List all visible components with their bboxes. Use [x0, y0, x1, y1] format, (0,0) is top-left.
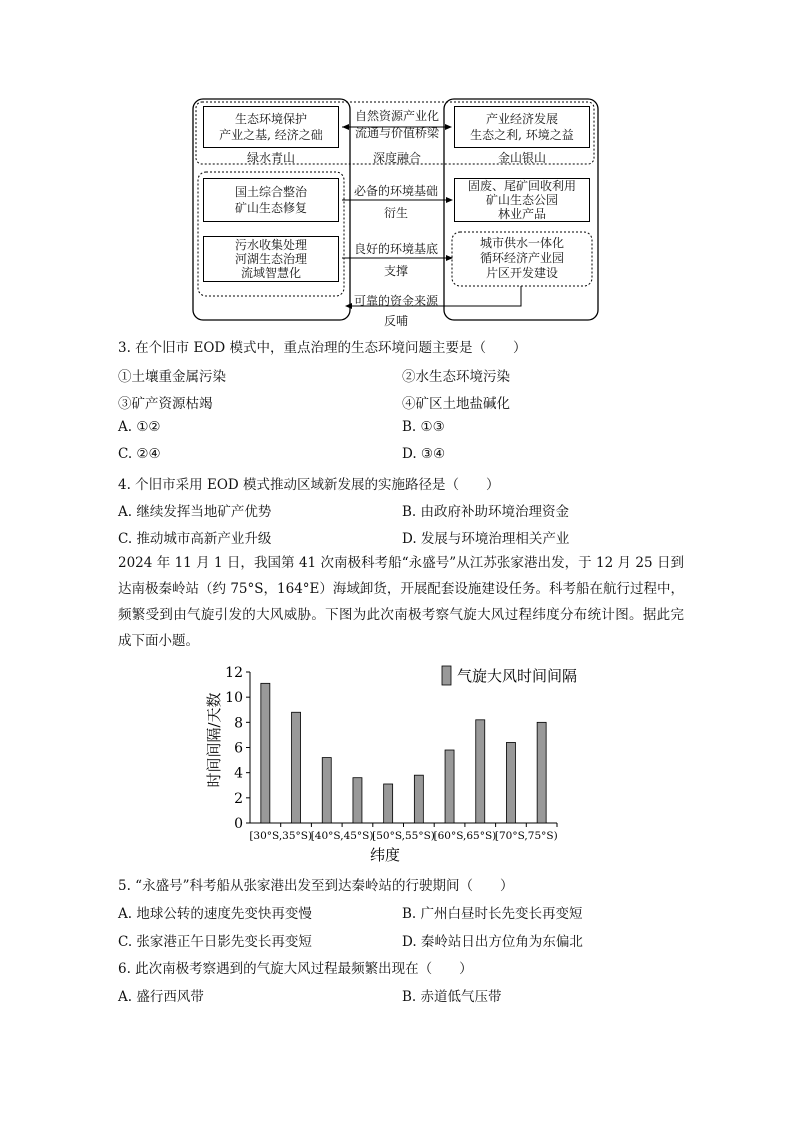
y-tick-label: 8 [234, 715, 243, 732]
question-6-stem: 6. 此次南极考察遇到的气旋大风过程最频繁出现在（ ） [118, 961, 473, 977]
q4-option-c[interactable]: C. 推动城市高新产业升级 [118, 531, 272, 547]
bar [353, 778, 362, 823]
resource-bridge-text [350, 108, 444, 142]
q4-option-a[interactable]: A. 继续发挥当地矿产优势 [118, 504, 272, 520]
funding-source-text: 可靠的资金来源 [353, 294, 438, 308]
q3-option-d[interactable]: D. ③④ [402, 446, 446, 462]
y-axis-label: 时间间隔/天数 [205, 692, 223, 788]
box-line: 林业产品 [497, 207, 546, 221]
eco-protection-box [203, 106, 339, 148]
bar [384, 784, 393, 823]
cyclone-wind-chart [195, 660, 605, 870]
env-base-text: 良好的环境基底 [353, 242, 438, 256]
question-4-stem: 4. 个旧市采用 EOD 模式推动区域新发展的实施路径是（ ） [118, 477, 500, 493]
bar [414, 775, 423, 823]
deep-integration-caption: 深度融合 [372, 151, 421, 165]
bar [476, 720, 485, 823]
y-tick-label: 10 [225, 690, 243, 707]
waste-recycling-box [454, 178, 590, 222]
q5-option-a[interactable]: A. 地球公转的速度先变快再变慢 [118, 906, 312, 922]
x-axis-label: 纬度 [369, 846, 401, 864]
q3-item-4: ④矿区土地盐碱化 [402, 396, 510, 412]
q4-option-d[interactable]: D. 发展与环境治理相关产业 [402, 531, 570, 547]
q3-option-b[interactable]: B. ①③ [402, 419, 445, 435]
gold-mountains-caption: 金山银山 [497, 151, 546, 165]
box-line: 固废、尾矿回收利用 [467, 179, 576, 193]
x-tick-label: [60°S,65°S) [433, 830, 497, 842]
y-tick-label: 2 [234, 790, 243, 807]
green-mountains-caption: 绿水青山 [246, 151, 295, 165]
y-tick-label: 4 [234, 765, 243, 782]
box-line: 污水收集处理 [234, 238, 307, 252]
env-basis-text: 必备的环境基础 [353, 184, 438, 198]
derive-text: 衍生 [383, 206, 408, 220]
support-text: 支撑 [383, 264, 408, 278]
passage-text: 2024 年 11 月 1 日，我国第 41 次南极科考船“永盛号”从江苏张家港出发，于 12 月 25 日到达南极秦岭站（约 75°S，164°E）海域卸货，开展配套设施建设任务。科考船在航行过程中，频繁受到由气旋引发的大风威胁。下图为此次南极考察气旋大风过程纬度分布统计图。据此完成下面小题。 [118, 555, 684, 649]
text-line: 自然资源产业化 [354, 109, 439, 123]
chart-bars [261, 683, 546, 823]
q5-option-d[interactable]: D. 秦岭站日出方位角为东偏北 [402, 934, 583, 950]
x-tick-label: [50°S,55°S) [372, 830, 435, 842]
x-tick-label: [70°S,75°S) [494, 830, 558, 842]
box-line: 矿山生态公园 [485, 193, 558, 207]
box-line: 产业经济发展 [485, 112, 558, 126]
land-restoration-box [203, 178, 339, 222]
sewage-treatment-box [203, 236, 339, 282]
bar [445, 750, 454, 823]
q3-option-a[interactable]: A. ①② [118, 419, 161, 435]
feedback-text: 反哺 [383, 314, 408, 328]
y-tick-label: 12 [225, 665, 243, 681]
box-line: 矿山生态修复 [234, 201, 307, 215]
bar [261, 683, 270, 823]
box-line: 河湖生态治理 [234, 252, 307, 266]
text-line: 流通与价值桥梁 [354, 126, 439, 140]
y-tick-label: 0 [234, 816, 243, 832]
bar [506, 742, 515, 823]
box-line: 生态之利, 环境之益 [470, 128, 574, 142]
q4-option-b[interactable]: B. 由政府补助环境治理资金 [402, 504, 570, 520]
q3-option-c[interactable]: C. ②④ [118, 446, 161, 462]
legend-label: 气旋大风时间间隔 [457, 667, 578, 685]
x-tick-label: [30°S,35°S) [249, 830, 313, 842]
y-tick-label: 6 [234, 740, 243, 757]
q6-option-b[interactable]: B. 赤道低气压带 [402, 989, 502, 1005]
bar [292, 712, 301, 823]
box-line: 国土综合整治 [234, 185, 307, 199]
x-tick-label: [40°S,45°S) [310, 830, 374, 842]
box-line: 城市供水一体化 [479, 236, 564, 250]
industry-development-box [454, 106, 590, 148]
question-3-stem: 3. 在个旧市 EOD 模式中，重点治理的生态环境问题主要是（ ） [118, 340, 527, 356]
bar [322, 758, 331, 823]
urban-water-box [454, 236, 590, 281]
box-line: 循环经济产业园 [479, 251, 564, 265]
box-line: 产业之基, 经济之础 [219, 128, 323, 142]
q3-item-2: ②水生态环境污染 [402, 369, 510, 385]
bar [537, 722, 546, 823]
box-line: 片区开发建设 [485, 266, 558, 280]
q3-item-3: ③矿产资源枯竭 [118, 396, 213, 412]
question-5-stem: 5. “永盛号”科考船从张家港出发至到达秦岭站的行驶期间（ ） [118, 878, 514, 894]
box-line: 流域智慧化 [240, 266, 301, 280]
legend-swatch [442, 666, 451, 685]
q6-option-a[interactable]: A. 盛行西风带 [118, 989, 204, 1005]
q3-item-1: ①土壤重金属污染 [118, 369, 226, 385]
q5-option-b[interactable]: B. 广州白昼时长先变长再变短 [402, 906, 583, 922]
q5-option-c[interactable]: C. 张家港正午日影先变长再变短 [118, 934, 312, 950]
box-line: 生态环境保护 [234, 112, 307, 126]
